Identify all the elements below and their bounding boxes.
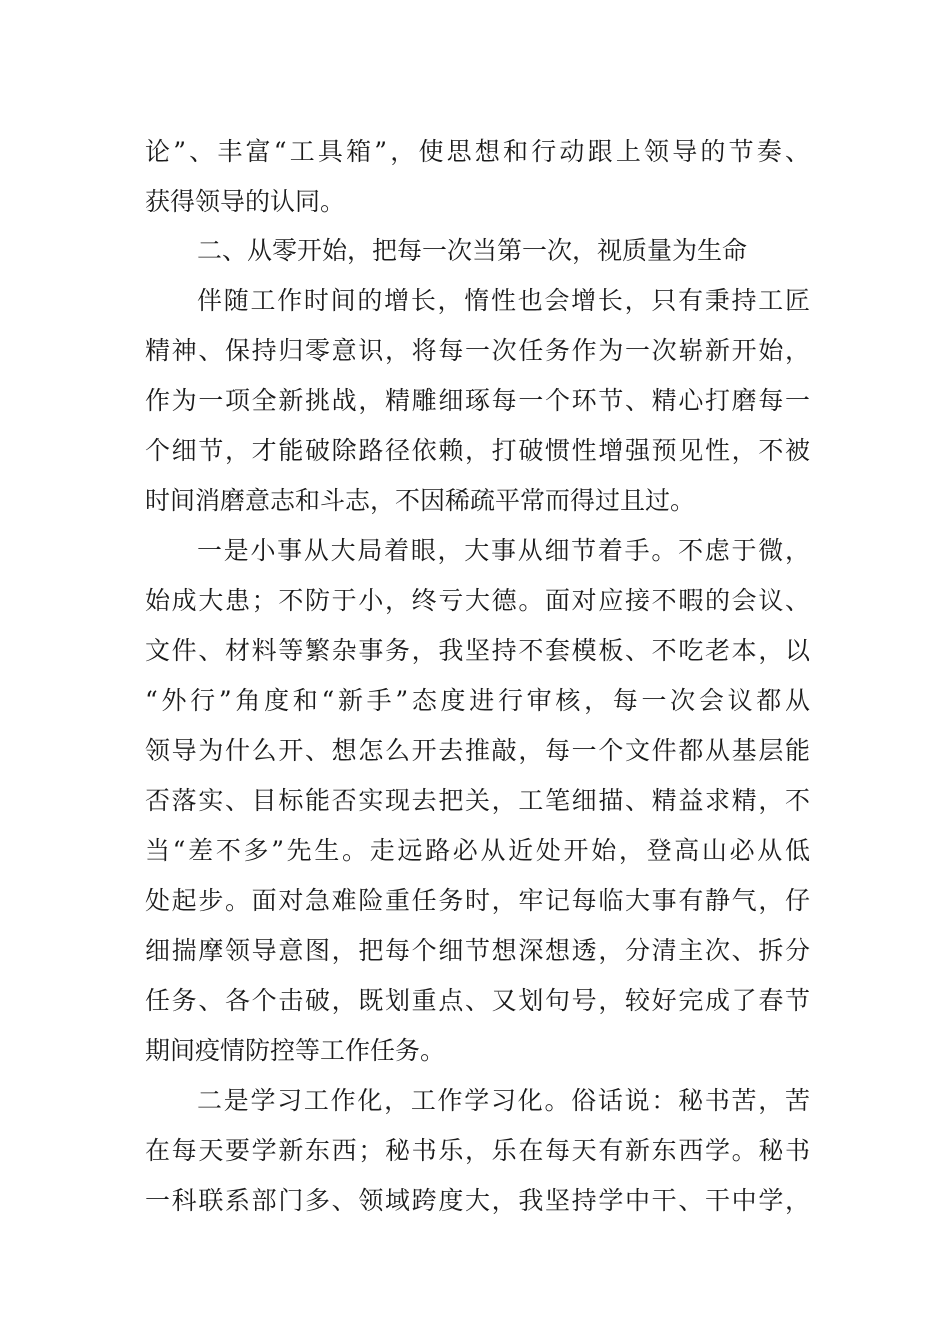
text-line: 一科联系部门多、领域跨度大，我坚持学中干、干中学，	[145, 1186, 810, 1215]
text-line: 文件、材料等繁杂事务，我坚持不套模板、不吃老本，以	[145, 636, 810, 665]
text-line: 细揣摩领导意图，把每个细节想深想透，分清主次、拆分	[145, 936, 810, 965]
text-line: 二是学习工作化，工作学习化。俗话说：秘书苦，苦	[197, 1086, 810, 1115]
text-line: 伴随工作时间的增长，惰性也会增长，只有秉持工匠	[197, 286, 810, 315]
text-line: 在每天要学新东西；秘书乐，乐在每天有新东西学。秘书	[145, 1136, 810, 1165]
text-line: 作为一项全新挑战，精雕细琢每一个环节、精心打磨每一	[145, 386, 810, 415]
text-line: 时间消磨意志和斗志，不因稀疏平常而得过且过。	[145, 486, 696, 515]
text-line: 处起步。面对急难险重任务时，牢记每临大事有静气，仔	[145, 886, 810, 915]
text-line: 个细节，才能破除路径依赖，打破惯性增强预见性，不被	[145, 436, 810, 465]
text-line: 精神、保持归零意识，将每一次任务作为一次崭新开始，	[145, 336, 810, 365]
text-line: 论”、丰富“工具箱”，使思想和行动跟上领导的节奏、	[145, 137, 810, 166]
section-heading: 二、从零开始，把每一次当第一次，视质量为生命	[197, 236, 748, 265]
text-line: 期间疫情防控等工作任务。	[145, 1036, 446, 1065]
text-line: 领导为什么开、想怎么开去推敲，每一个文件都从基层能	[145, 736, 810, 765]
text-line: 当“差不多”先生。走远路必从近处开始，登高山必从低	[145, 836, 810, 865]
text-line: 获得领导的认同。	[145, 187, 346, 216]
text-line: “外行”角度和“新手”态度进行审核，每一次会议都从	[145, 686, 810, 715]
text-line: 任务、各个击破，既划重点、又划句号，较好完成了春节	[145, 986, 810, 1015]
text-line: 否落实、目标能否实现去把关，工笔细描、精益求精，不	[145, 786, 810, 815]
text-line: 一是小事从大局着眼，大事从细节着手。不虑于微，	[197, 536, 810, 565]
text-line: 始成大患；不防于小，终亏大德。面对应接不暇的会议、	[145, 586, 810, 615]
